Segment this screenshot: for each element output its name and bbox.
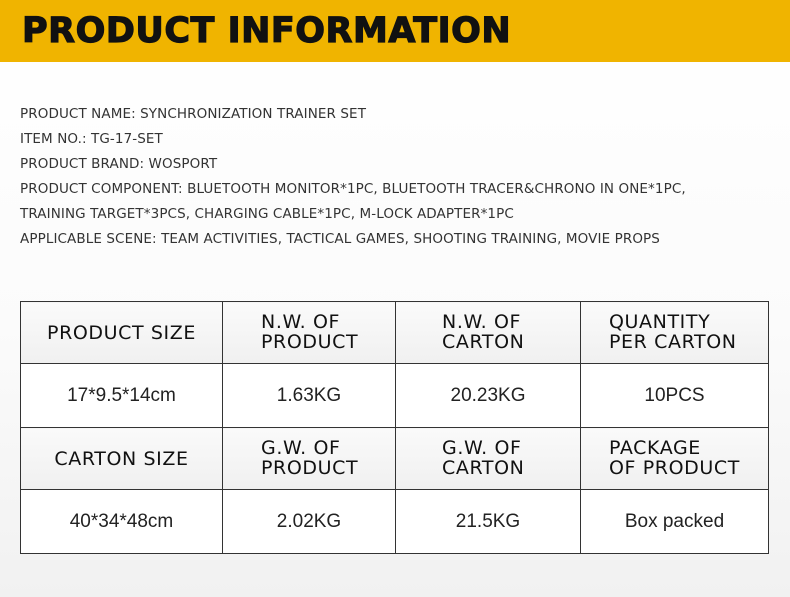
info-line-component: PRODUCT COMPONENT: BLUETOOTH MONITOR*1PC, BLUETOOTH TRACER&CHRONO IN ONE*1PC,	[20, 181, 686, 197]
value-gw-product: 2.02KG	[223, 490, 396, 554]
header-cell-nw-product	[223, 302, 396, 364]
header-quantity-line1: QUANTITY	[609, 311, 711, 333]
header-gw-carton-line1: G.W. OF	[442, 437, 522, 459]
value-package: Box packed	[581, 490, 769, 554]
table-row	[21, 490, 769, 554]
table-row	[21, 364, 769, 428]
header-gw-product-line1: G.W. OF	[261, 437, 341, 459]
header-package-line2: OF PRODUCT	[609, 457, 740, 479]
header-cell-gw-carton	[396, 428, 581, 490]
header-cell-nw-carton	[396, 302, 581, 364]
info-line-brand: PRODUCT BRAND: WOSPORT	[20, 156, 218, 172]
header-nw-product-line1: N.W. OF	[261, 311, 341, 333]
header-nw-carton-line1: N.W. OF	[442, 311, 522, 333]
table-header-row	[21, 302, 769, 364]
value-nw-product: 1.63KG	[223, 364, 396, 428]
page-title: PRODUCT INFORMATION	[22, 11, 512, 51]
header-cell-package	[581, 428, 769, 490]
value-quantity: 10PCS	[581, 364, 769, 428]
header-cell-gw-product	[223, 428, 396, 490]
value-product-size: 17*9.5*14cm	[21, 364, 223, 428]
header-nw-product-line2: PRODUCT	[261, 331, 359, 353]
value-nw-carton: 20.23KG	[396, 364, 581, 428]
header-cell-carton-size	[21, 428, 223, 490]
header-band	[0, 0, 790, 62]
header-nw-carton-line2: CARTON	[442, 331, 525, 353]
header-gw-product-line2: PRODUCT	[261, 457, 359, 479]
header-cell-product-size	[21, 302, 223, 364]
spec-table	[20, 301, 769, 554]
header-product-size-label: PRODUCT SIZE	[47, 321, 196, 344]
value-gw-carton: 21.5KG	[396, 490, 581, 554]
header-carton-size-label: CARTON SIZE	[54, 447, 189, 470]
product-info-list	[20, 102, 686, 252]
value-carton-size: 40*34*48cm	[21, 490, 223, 554]
header-cell-quantity	[581, 302, 769, 364]
table-header-row	[21, 428, 769, 490]
info-line-component-cont: TRAINING TARGET*3PCS, CHARGING CABLE*1PC, M-LOCK ADAPTER*1PC	[20, 206, 514, 222]
info-line-product-name: PRODUCT NAME: SYNCHRONIZATION TRAINER SET	[20, 106, 367, 122]
header-package-line1: PACKAGE	[609, 437, 701, 459]
header-gw-carton-line2: CARTON	[442, 457, 525, 479]
info-line-scene: APPLICABLE SCENE: TEAM ACTIVITIES, TACTICAL GAMES, SHOOTING TRAINING, MOVIE PROPS	[20, 231, 660, 247]
header-quantity-line2: PER CARTON	[609, 331, 737, 353]
info-line-item-no: ITEM NO.: TG-17-SET	[20, 131, 163, 147]
